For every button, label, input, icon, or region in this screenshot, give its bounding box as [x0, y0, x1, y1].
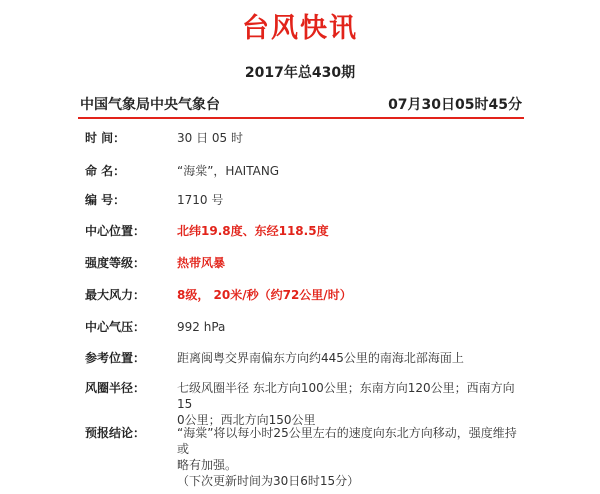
row-label: 中心位置：: [85, 224, 146, 238]
page-title: 台风快讯: [242, 13, 358, 44]
row-value: 992 hPa: [177, 320, 226, 334]
row-label: 参考位置：: [85, 351, 146, 365]
row-label: 中心气压：: [85, 320, 146, 334]
row-value: [177, 425, 522, 489]
row-label: 风圈半径：: [85, 381, 146, 395]
row-value-line: “海棠”将以每小时25公里左右的速度向东北方向移动，强度维持或: [177, 426, 517, 456]
row-label: 最大风力：: [85, 288, 146, 302]
row-label: 强度等级：: [85, 256, 146, 270]
row-value-line: 七级风圈半径 东北方向100公里；东南方向120公里；西南方向15: [177, 381, 515, 411]
header-divider: [78, 117, 524, 119]
row-value: 8级， 20米/秒（约72公里/时）: [177, 288, 352, 302]
row-value: 距离闽粤交界南偏东方向约445公里的南海北部海面上: [177, 351, 464, 365]
row-value-line: （下次更新时间为30日6时15分）: [177, 474, 360, 488]
issuing-organization: 中国气象局中央气象台: [80, 97, 220, 113]
row-value: [177, 380, 522, 428]
row-label: 预报结论：: [85, 426, 146, 440]
row-value-line: 0公里；西北方向150公里: [177, 413, 316, 427]
row-value: 1710 号: [177, 193, 224, 207]
row-value: 30 日 05 时: [177, 131, 243, 145]
issue-time: 07月30日05时45分: [388, 97, 522, 113]
bulletin-header: [80, 94, 522, 114]
issue-number: 2017年总430期: [244, 65, 356, 81]
row-value: “海棠”，HAITANG: [177, 164, 280, 178]
row-value-line: 略有加强。: [177, 458, 238, 472]
row-value: 热带风暴: [177, 256, 226, 270]
row-label: 时 间：: [85, 131, 126, 145]
row-value: 北纬19.8度、东经118.5度: [177, 224, 329, 238]
row-label: 编 号：: [85, 193, 126, 207]
row-label: 命 名：: [85, 164, 126, 178]
